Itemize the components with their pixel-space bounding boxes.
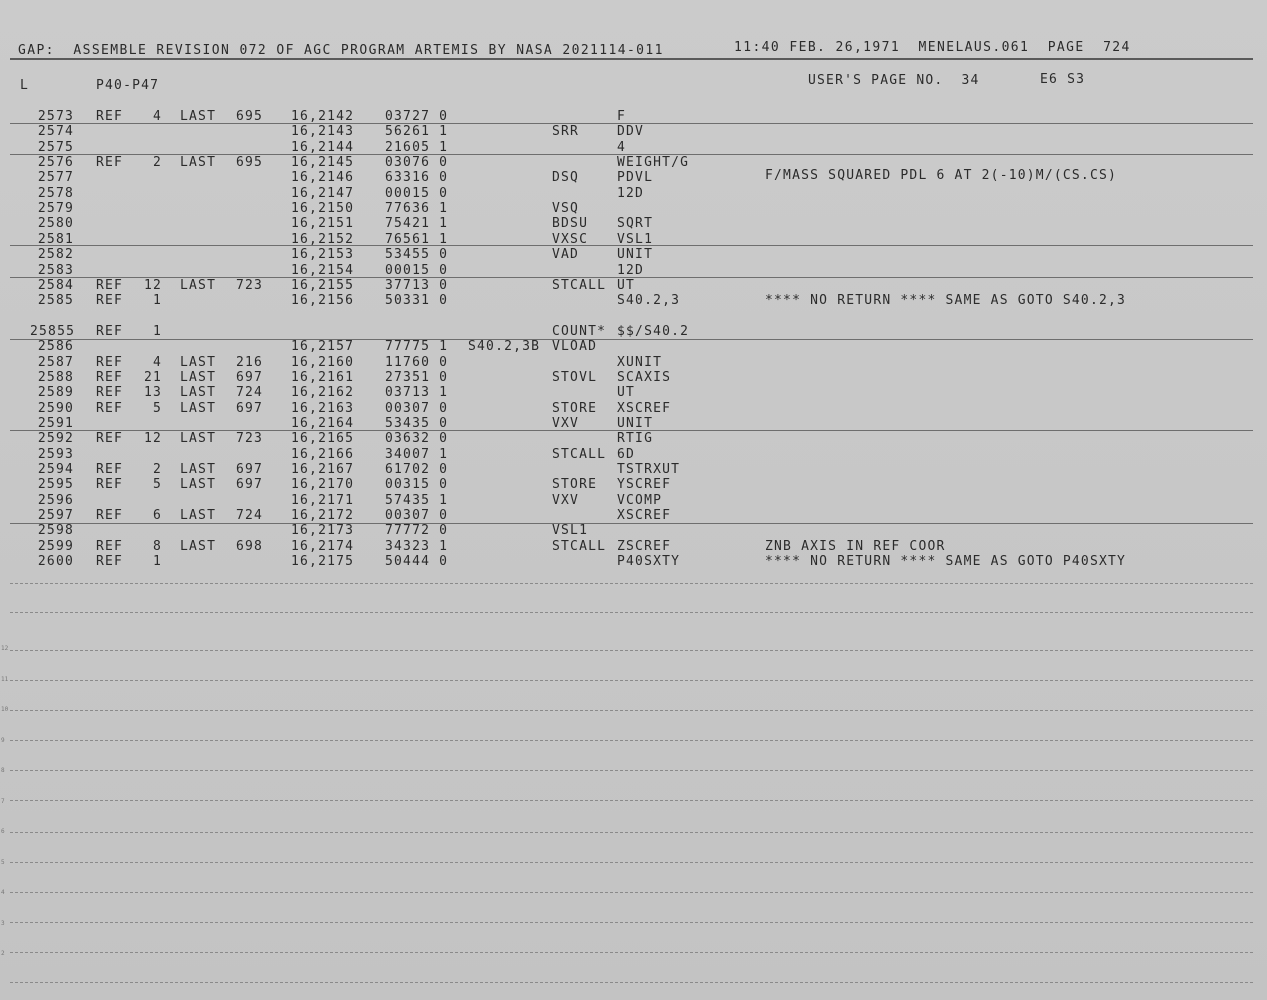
form-line [10, 832, 1253, 833]
cell-ref: REF [96, 538, 124, 554]
cell-word: 53435 0 [385, 416, 449, 431]
cell-word: 00315 0 [385, 477, 449, 493]
cell-last: LAST [180, 538, 217, 554]
cell-word: 57435 1 [385, 492, 449, 508]
cell-word: 76561 1 [385, 231, 449, 247]
cell-op: SRR [552, 124, 580, 140]
cell-word: 53455 0 [385, 247, 449, 263]
cell-pg: 724 [236, 508, 264, 524]
cell-line: 2577 [37, 170, 74, 186]
cell-word: 56261 1 [385, 124, 449, 140]
cell-operand: TSTRXUT [617, 462, 681, 478]
margin-mark: 3 [1, 919, 5, 927]
cell-n: 12 [143, 277, 162, 293]
cell-n: 5 [152, 400, 162, 416]
cell-word: 63316 0 [385, 170, 449, 186]
cell-pg: 723 [236, 431, 264, 447]
cell-n: 8 [152, 538, 162, 554]
cell-operand: UT [617, 277, 636, 293]
cell-word: 34007 1 [385, 446, 449, 462]
cell-word: 03632 0 [385, 431, 449, 447]
cell-n: 6 [152, 508, 162, 524]
cell-line: 2588 [37, 369, 74, 385]
margin-mark: 11 [1, 675, 9, 683]
cell-comment: **** NO RETURN **** SAME AS GOTO P40SXTY [765, 554, 1127, 570]
cell-comment: ZNB AXIS IN REF COOR [765, 538, 946, 554]
cell-addr: 16,2156 [291, 293, 355, 309]
form-line [10, 710, 1253, 711]
cell-operand: 6D [617, 446, 636, 462]
form-line [10, 154, 1253, 155]
form-line [10, 123, 1253, 124]
cell-line: 2596 [37, 492, 74, 508]
cell-pg: 697 [236, 477, 264, 493]
cell-addr: 16,2157 [291, 339, 355, 355]
cell-op: COUNT* [552, 323, 607, 339]
cell-operand: S40.2,3 [617, 293, 681, 309]
form-line [10, 770, 1253, 771]
cell-ref: REF [96, 323, 124, 339]
cell-line: 2583 [37, 262, 74, 278]
cell-addr: 16,2145 [291, 155, 355, 171]
cell-addr: 16,2144 [291, 139, 355, 155]
cell-operand: RTIG [617, 431, 654, 447]
cell-op: VXV [552, 492, 580, 508]
cell-operand: WEIGHT/G [617, 155, 690, 171]
section-code: L [20, 78, 30, 93]
form-line [10, 523, 1253, 524]
cell-operand: 12D [617, 262, 645, 278]
cell-ref: REF [96, 508, 124, 524]
cell-pg: 723 [236, 277, 264, 293]
cell-line: 2592 [37, 431, 74, 447]
cell-ref: REF [96, 554, 124, 570]
form-line [10, 612, 1253, 613]
cell-word: 27351 0 [385, 369, 449, 385]
cell-last: LAST [180, 431, 217, 447]
cell-line: 2595 [37, 477, 74, 493]
margin-mark: 8 [1, 767, 5, 774]
cell-last: LAST [180, 508, 217, 524]
form-line [10, 740, 1253, 741]
cell-word: 77775 1 [385, 339, 449, 355]
cell-line: 2600 [37, 554, 74, 570]
cell-ref: REF [96, 277, 124, 293]
cell-line: 2585 [37, 293, 74, 309]
margin-mark: 9 [1, 736, 5, 744]
cell-addr: 16,2153 [291, 247, 355, 263]
cell-addr: 16,2172 [291, 508, 355, 524]
cell-addr: 16,2164 [291, 416, 355, 431]
cell-op: STORE [552, 400, 598, 416]
cell-n: 1 [152, 293, 162, 309]
cell-op: DSQ [552, 170, 580, 186]
cell-line: 2578 [37, 185, 74, 201]
cell-line: 2579 [37, 201, 74, 217]
cell-line: 2574 [37, 124, 74, 140]
cell-addr: 16,2155 [291, 277, 355, 293]
cell-addr: 16,2160 [291, 354, 355, 370]
cell-word: 77636 1 [385, 201, 449, 217]
cell-addr: 16,2171 [291, 492, 355, 508]
cell-op: STCALL [552, 538, 607, 554]
cell-last: LAST [180, 277, 217, 293]
form-line [10, 982, 1253, 983]
cell-addr: 16,2165 [291, 431, 355, 447]
cell-n: 2 [152, 462, 162, 478]
cell-n: 13 [143, 385, 162, 401]
cell-word: 03713 1 [385, 385, 449, 401]
cell-operand: XUNIT [617, 354, 663, 370]
cell-n: 5 [152, 477, 162, 493]
header-title: GAP: ASSEMBLE REVISION 072 OF AGC PROGRAM ARTEMIS BY NASA 2021114-011 [18, 43, 664, 58]
cell-word: 61702 0 [385, 462, 449, 478]
cell-addr: 16,2151 [291, 216, 355, 232]
cell-word: 34323 1 [385, 538, 449, 554]
cell-last: LAST [180, 385, 217, 401]
cell-op: BDSU [552, 216, 589, 232]
cell-word: 03076 0 [385, 155, 449, 171]
cell-operand: XSCREF [617, 400, 672, 416]
cell-last: LAST [180, 109, 217, 124]
cell-operand: VSL1 [617, 231, 654, 247]
cell-word: 50331 0 [385, 293, 449, 309]
cell-line: 2590 [37, 400, 74, 416]
cell-op: STOVL [552, 369, 598, 385]
cell-n: 4 [152, 354, 162, 370]
form-line [10, 952, 1253, 953]
cell-n: 2 [152, 155, 162, 171]
cell-operand: SQRT [617, 216, 654, 232]
cell-op: STCALL [552, 277, 607, 293]
cell-last: LAST [180, 400, 217, 416]
cell-word: 00015 0 [385, 262, 449, 278]
cell-operand: XSCREF [617, 508, 672, 524]
form-line [10, 892, 1253, 893]
cell-line: 2597 [37, 508, 74, 524]
form-line [10, 862, 1253, 863]
cell-line: 2580 [37, 216, 74, 232]
cell-operand: UNIT [617, 416, 654, 431]
cell-addr: 16,2163 [291, 400, 355, 416]
users-page-number: USER'S PAGE NO. 34 [808, 73, 980, 88]
cell-addr: 16,2167 [291, 462, 355, 478]
cell-op: STCALL [552, 446, 607, 462]
cell-op: VLOAD [552, 339, 598, 355]
cell-operand: PDVL [617, 170, 654, 186]
cell-operand: UNIT [617, 247, 654, 263]
cell-ref: REF [96, 385, 124, 401]
cell-addr: 16,2154 [291, 262, 355, 278]
cell-op: VXSC [552, 231, 589, 247]
cell-pg: 724 [236, 385, 264, 401]
margin-mark: 12 [1, 645, 9, 652]
cell-pg: 697 [236, 462, 264, 478]
cell-operand: 12D [617, 185, 645, 201]
margin-mark: 4 [1, 889, 5, 896]
header-timestamp-page: 11:40 FEB. 26,1971 MENELAUS.061 PAGE 724 [734, 40, 1131, 55]
cell-op: VSQ [552, 201, 580, 217]
cell-n: 1 [152, 554, 162, 570]
cell-addr: 16,2161 [291, 369, 355, 385]
header-rule [10, 58, 1253, 60]
cell-pg: 695 [236, 109, 264, 124]
cell-op: VXV [552, 416, 580, 431]
cell-line: 2591 [37, 416, 74, 431]
cell-last: LAST [180, 354, 217, 370]
cell-word: 00015 0 [385, 185, 449, 201]
cell-line: 2589 [37, 385, 74, 401]
cell-line: 2584 [37, 277, 74, 293]
cell-op: VAD [552, 247, 580, 263]
cell-addr: 16,2143 [291, 124, 355, 140]
cell-word: 00307 0 [385, 400, 449, 416]
cell-ref: REF [96, 354, 124, 370]
cell-n: 1 [152, 323, 162, 339]
cell-line: 2575 [37, 139, 74, 155]
cell-n: 4 [152, 109, 162, 124]
form-line [10, 922, 1253, 923]
form-line [10, 680, 1253, 681]
cell-line: 2598 [37, 523, 74, 539]
cell-comment: **** NO RETURN **** SAME AS GOTO S40.2,3 [765, 293, 1127, 309]
cell-ref: REF [96, 369, 124, 385]
cell-operand: DDV [617, 124, 645, 140]
cell-pg: 216 [236, 354, 264, 370]
cell-operand: P40SXTY [617, 554, 681, 570]
cell-line: 2587 [37, 354, 74, 370]
cell-ref: REF [96, 293, 124, 309]
cell-op: STORE [552, 477, 598, 493]
cell-addr: 16,2152 [291, 231, 355, 247]
cell-addr: 16,2146 [291, 170, 355, 186]
cell-ref: REF [96, 400, 124, 416]
cell-addr: 16,2162 [291, 385, 355, 401]
cell-word: 75421 1 [385, 216, 449, 232]
cell-ref: REF [96, 462, 124, 478]
cell-operand: $$/S40.2 [617, 323, 690, 339]
margin-mark: 10 [1, 706, 9, 713]
section-name: P40-P47 [96, 78, 160, 93]
cell-operand: SCAXIS [617, 369, 672, 385]
cell-n: 12 [143, 431, 162, 447]
cell-word: 00307 0 [385, 508, 449, 524]
cell-pg: 698 [236, 538, 264, 554]
cell-op: VSL1 [552, 523, 589, 539]
form-line [10, 245, 1253, 246]
cell-operand: ZSCREF [617, 538, 672, 554]
cell-addr: 16,2142 [291, 109, 355, 124]
cell-line: 2586 [37, 339, 74, 355]
margin-mark: 2 [1, 950, 5, 957]
cell-last: LAST [180, 462, 217, 478]
cell-word: 11760 0 [385, 354, 449, 370]
margin-mark: 7 [1, 797, 5, 805]
margin-mark: 5 [1, 858, 5, 866]
form-line [10, 277, 1253, 278]
cell-operand: F [617, 109, 627, 124]
cell-operand: 4 [617, 139, 627, 155]
cell-line: 2593 [37, 446, 74, 462]
cell-comment: F/MASS SQUARED PDL 6 AT 2(-10)M/(CS.CS) [765, 168, 1118, 184]
cell-line: 2599 [37, 538, 74, 554]
cell-pg: 697 [236, 369, 264, 385]
cell-addr: 16,2147 [291, 185, 355, 201]
cell-word: 50444 0 [385, 554, 449, 570]
form-line [10, 583, 1253, 584]
cell-word: 21605 1 [385, 139, 449, 155]
cell-pg: 695 [236, 155, 264, 171]
cell-last: LAST [180, 369, 217, 385]
cell-last: LAST [180, 477, 217, 493]
cell-line: 2581 [37, 231, 74, 247]
cell-ref: REF [96, 431, 124, 447]
cell-line: 2582 [37, 247, 74, 263]
form-line [10, 650, 1253, 651]
cell-addr: 16,2174 [291, 538, 355, 554]
form-line [10, 800, 1253, 801]
form-line [10, 339, 1253, 340]
cell-ref: REF [96, 155, 124, 171]
cell-addr: 16,2173 [291, 523, 355, 539]
cell-operand: VCOMP [617, 492, 663, 508]
cell-addr: 16,2175 [291, 554, 355, 570]
cell-n: 21 [143, 369, 162, 385]
form-line [10, 430, 1253, 431]
cell-line: 25855 [30, 323, 76, 339]
cell-label: S40.2,3B [468, 339, 541, 355]
cell-operand: UT [617, 385, 636, 401]
cell-line: 2573 [37, 109, 74, 124]
cell-addr: 16,2170 [291, 477, 355, 493]
e6-s3-code: E6 S3 [1040, 72, 1086, 87]
cell-pg: 697 [236, 400, 264, 416]
cell-word: 03727 0 [385, 109, 449, 124]
cell-ref: REF [96, 109, 124, 124]
cell-ref: REF [96, 477, 124, 493]
cell-last: LAST [180, 155, 217, 171]
cell-line: 2594 [37, 462, 74, 478]
cell-operand: YSCREF [617, 477, 672, 493]
cell-line: 2576 [37, 155, 74, 171]
cell-word: 77772 0 [385, 523, 449, 539]
cell-word: 37713 0 [385, 277, 449, 293]
cell-addr: 16,2166 [291, 446, 355, 462]
margin-mark: 6 [1, 828, 5, 835]
cell-addr: 16,2150 [291, 201, 355, 217]
